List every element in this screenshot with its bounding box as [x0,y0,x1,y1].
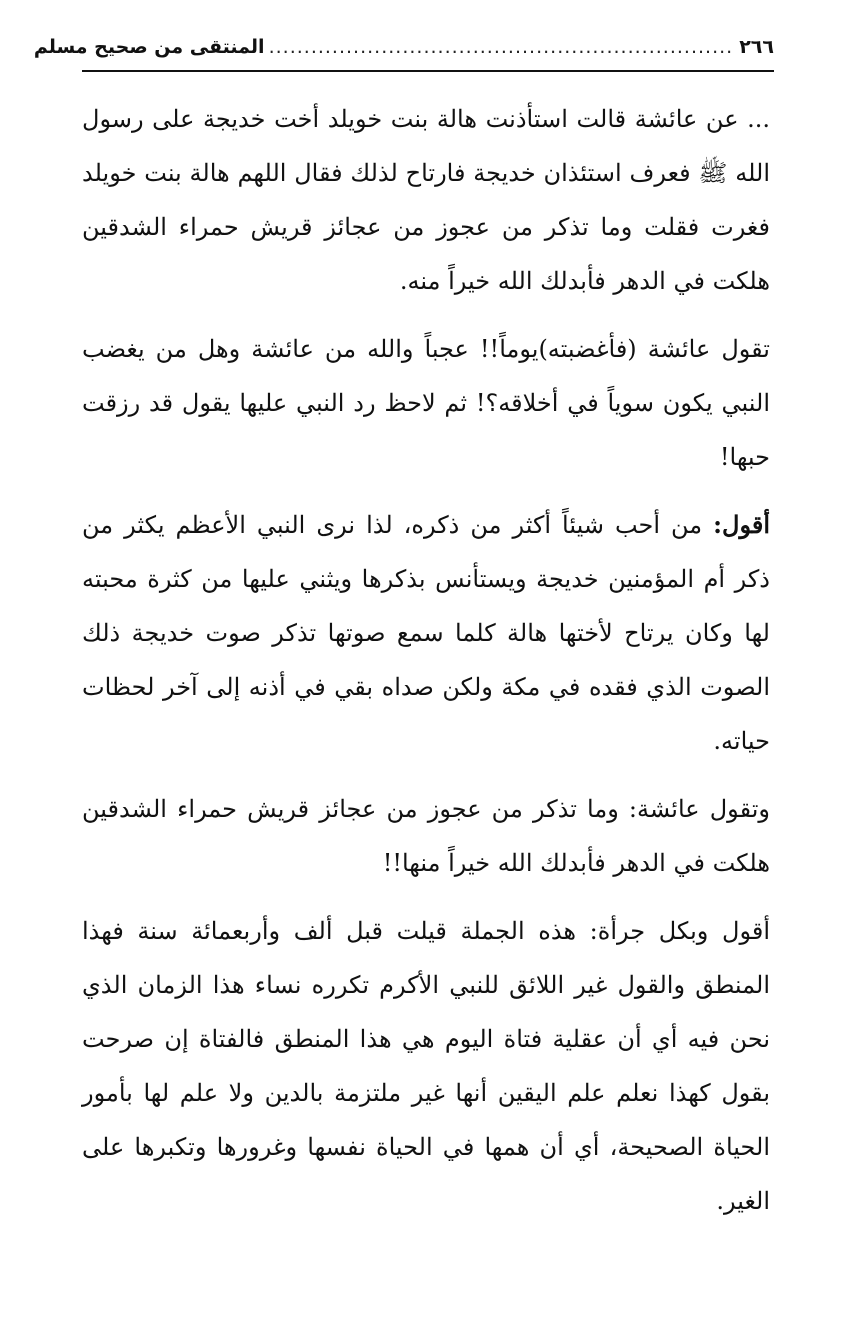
header-rule [82,70,774,72]
book-title: المنتقى من صحيح مسلم [33,36,265,58]
body-text [82,92,770,1242]
paragraph-lead: أقول: [713,510,770,539]
paragraph-commentary-text: من أحب شيئاً أكثر من ذكره، لذا نرى النبي الأعظم يكثر من ذكر أم المؤمنين خديجة ويستأنس بذكرها ويثني عليها من كثرة محبته لها وكان يرتاح لأختها هالة كلما سمع صوتها تذكر صوت خديجة ذلك الصوت الذي فقده في مكة ولكن صداه بقي في أذنه إلى آخر لحظات حياته. [82,511,770,755]
paragraph-aisha-quote: وتقول عائشة: وما تذكر من عجوز من عجائز قريش حمراء الشدقين هلكت في الدهر فأبدلك الله خيراً منها!! [82,795,770,877]
running-header [33,30,774,64]
paragraph-hadith: ... عن عائشة قالت استأذنت هالة بنت خويلد أخت خديجة على رسول الله ﷺ فعرف استئذان خديجة فارتاح لذلك فقال اللهم هالة بنت خويلد فغرت فقلت وما تذكر من عجوز من عجائز قريش حمراء الشدقين هلكت في الدهر فأبدلك الله خيراً منه. [82,105,770,295]
header-leader-dots: .................................................................. [268,36,734,58]
paragraph-aisha-anger: تقول عائشة (فأغضبته)يوماً!! عجباً والله من عائشة وهل من يغضب النبي يكون سوياً في أخلاقه؟! ثم لاحظ رد النبي عليها يقول قد رزقت حبها! [82,335,770,471]
paragraph-commentary [82,498,770,768]
paragraph-conclusion: أقول وبكل جرأة: هذه الجملة قيلت قبل ألف وأربعمائة سنة فهذا المنطق والقول غير اللائق للنبي الأكرم تكرره نساء هذا الزمان الذي نحن فيه أي أن عقلية فتاة اليوم هي هذا المنطق فالفتاة إن صرحت بقول كهذا نعلم علم اليقين أنها غير ملتزمة بالدين ولا علم لها بأمور الحياة الصحيحة، أي أن همها في الحياة نفسها وغرورها وتكبرها على الغير. [82,917,770,1215]
page-number: ٢٦٦ [739,36,774,58]
